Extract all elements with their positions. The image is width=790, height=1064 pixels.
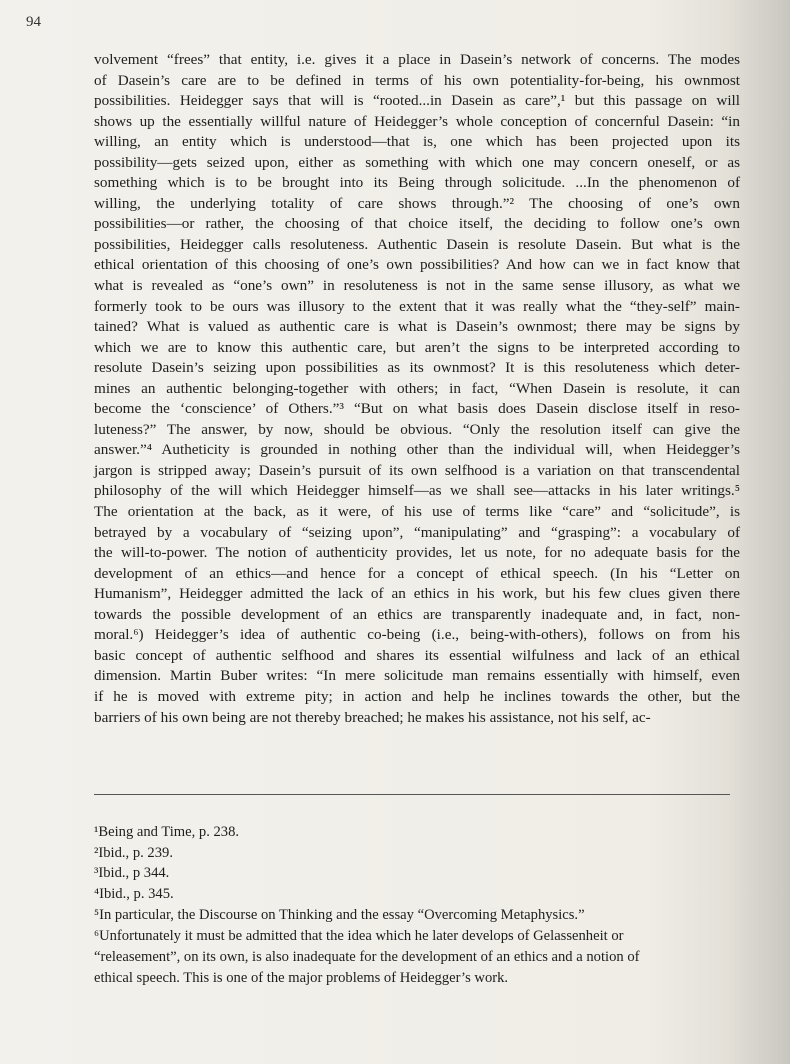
- body-line: resolute Dasein’s seizing upon possibilities as its ownmost? It is this resoluteness which deter-: [94, 359, 740, 377]
- body-line: dimension. Martin Buber writes: “In mere solicitude man remains essentially with himself, even: [94, 667, 740, 685]
- body-line: betrayed by a vocabulary of “seizing upon”, “manipulating” and “grasping”: a vocabulary of: [94, 523, 740, 541]
- footnote: ¹Being and Time, p. 238.: [94, 824, 240, 840]
- footnote: ³Ibid., p 344.: [94, 865, 170, 882]
- body-line: of Dasein’s care are to be defined in terms of his own potentiality-for-being, his ownmost: [94, 71, 740, 89]
- body-line: what is revealed as “one’s own” in resoluteness is not in the same sense illusory, as what we: [94, 277, 740, 295]
- body-text: [94, 50, 740, 728]
- footnote-divider: [94, 794, 730, 795]
- body-line: mines an authentic belonging-together with others; in fact, “When Dasein is resolute, it can: [94, 379, 740, 397]
- body-line: ethical orientation of this choosing of one’s own possibilities? And how can we in fact know that: [94, 256, 740, 274]
- page-number: 94: [26, 14, 41, 30]
- body-line: which we are to know this authentic care, but aren’t the signs to be interpreted according to: [94, 338, 740, 356]
- body-line: development of an ethics—and hence for a concept of ethical speech. (In his “Letter on: [94, 564, 740, 582]
- body-line: become the ‘conscience’ of Others.”³ “But on what basis does Dasein disclose itself in reso-: [94, 400, 740, 418]
- body-line: willing, an entity which is understood—that is, one which has been projected upon its: [94, 133, 740, 151]
- body-line: barriers of his own being are not thereby breached; he makes his assistance, not his self, ac-: [94, 708, 651, 726]
- footnote: ⁵In particular, the Discourse on Thinking and the essay “Overcoming Metaphysics.”: [94, 906, 585, 923]
- body-line: possibilities—or rather, the choosing of that choice itself, the deciding to follow one’s own: [94, 215, 740, 233]
- footnote-continuation: ethical speech. This is one of the major problems of Heidegger’s work.: [94, 969, 509, 986]
- body-line: the will-to-power. The notion of authenticity provides, let us note, for no adequate basis for the: [94, 544, 740, 562]
- footnote-continuation: “releasement”, on its own, is also inadequate for the development of an ethics and a notion of: [94, 948, 640, 965]
- footnotes: [94, 822, 744, 989]
- body-line: possibilities, Heidegger calls resoluteness. Authentic Dasein is resolute Dasein. But what is the: [94, 235, 740, 253]
- body-line: possibility—gets seized upon, either as something with which one may concern oneself, or as: [94, 153, 740, 171]
- body-line: jargon is stripped away; Dasein’s pursuit of its own selfhood is a variation on that transcendental: [94, 461, 740, 479]
- body-line: volvement “frees” that entity, i.e. gives it a place in Dasein’s network of concerns. The modes: [94, 51, 740, 68]
- body-line: basic concept of authentic selfhood and shares its essential wilfulness and lack of an ethical: [94, 646, 740, 664]
- footnote: ⁶Unfortunately it must be admitted that the idea which he later develops of Gelassenheit or: [94, 927, 624, 944]
- body-line: something which is to be brought into its Being through solicitude. ...In the phenomenon of: [94, 174, 740, 192]
- body-line: shows up the essentially willful nature of Heidegger’s whole conception of concernful Dasein: “in: [94, 112, 740, 130]
- body-line: philosophy of the will which Heidegger himself—as we shall see—attacks in his later writings.⁵: [94, 482, 740, 500]
- body-line: answer.”⁴ Autheticity is grounded in nothing other than the individual will, when Heidegger’s: [94, 441, 740, 459]
- body-line: willing, the underlying totality of care shows through.”² The choosing of one’s own: [94, 194, 740, 212]
- body-line: formerly took to be ours was illusory to the extent that it was really what the “they-self” main-: [94, 297, 740, 315]
- body-line: Humanism”, Heidegger admitted the lack of an ethics in his work, but his few clues given there: [94, 585, 740, 603]
- body-line: tained? What is valued as authentic care is what is Dasein’s ownmost; there may be signs by: [94, 318, 740, 336]
- body-line: luteness?” The answer, by now, should be obvious. “Only the resolution itself can give the: [94, 420, 740, 438]
- body-line: towards the possible development of an ethics are transparently inadequate and, in fact, non-: [94, 605, 740, 623]
- footnote: ⁴Ibid., p. 345.: [94, 886, 174, 903]
- body-line: possibilities. Heidegger says that will is “rooted...in Dasein as care”,¹ but this passage on will: [94, 92, 740, 110]
- body-line: The orientation at the back, as it were, of his use of terms like “care” and “solicitude”, is: [94, 503, 740, 521]
- body-line: moral.⁶) Heidegger’s idea of authentic co-being (i.e., being-with-others), follows on from his: [94, 626, 740, 644]
- body-line: if he is moved with extreme pity; in action and help he inclines towards the other, but the: [94, 687, 740, 705]
- footnote: ²Ibid., p. 239.: [94, 844, 173, 861]
